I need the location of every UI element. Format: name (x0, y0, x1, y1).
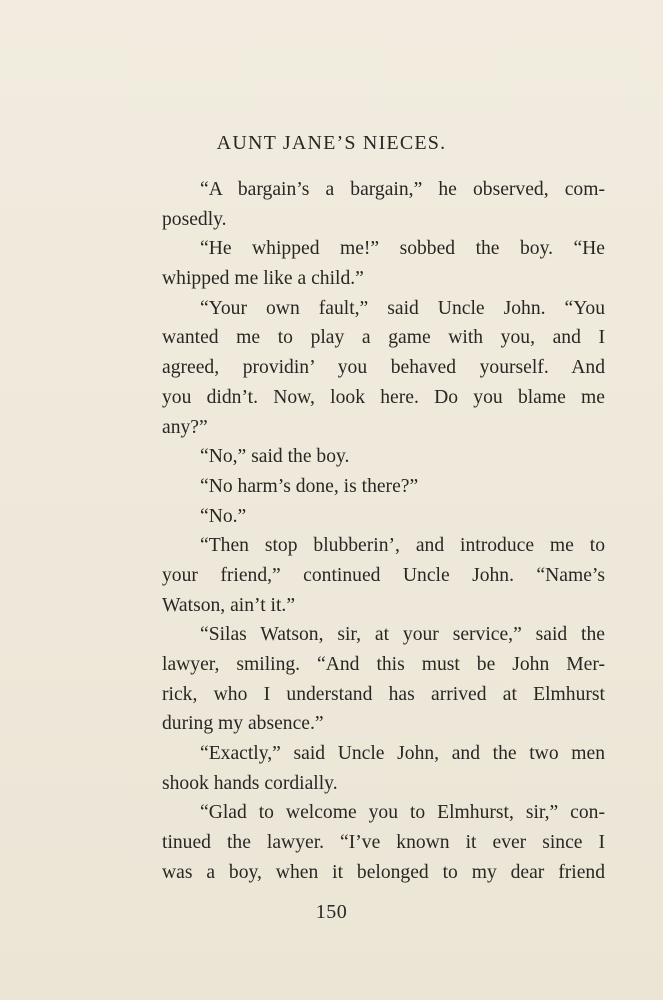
text-line: wanted me to play a game with you, and I (162, 327, 605, 349)
text-line: “No.” (200, 505, 247, 527)
text-line: lawyer, smiling. “And this must be John Mer- (162, 654, 605, 675)
text-line: “No,” said the boy. (200, 446, 350, 468)
text-line: “A bargain’s a bargain,” he observed, com- (200, 179, 605, 200)
page-number: 150 (315, 901, 348, 923)
text-line: “He whipped me!” sobbed the boy. “He (200, 238, 605, 260)
text-line: any?” (162, 416, 208, 438)
text-line: you didn’t. Now, look here. Do you blame me (162, 386, 605, 408)
text-line: tinued the lawyer. “I’ve known it ever since I (162, 832, 605, 854)
running-head: AUNT JANE’S NIECES. (216, 132, 447, 154)
text-line: your friend,” continued Uncle John. “Name’s (162, 564, 605, 586)
text-line: agreed, providin’ you behaved yourself. And (162, 357, 605, 379)
body-text (162, 175, 605, 888)
text-line: was a boy, when it belonged to my dear friend (162, 861, 605, 883)
text-line: shook hands cordially. (162, 772, 338, 794)
text-line: posedly. (162, 208, 227, 230)
text-line: whipped me like a child.” (162, 268, 364, 290)
text-line: rick, who I understand has arrived at Elmhurst (162, 683, 605, 705)
text-line: “Then stop blubberin’, and introduce me to (200, 535, 605, 557)
text-line: during my absence.” (162, 713, 324, 735)
text-line: “No harm’s done, is there?” (200, 475, 419, 497)
text-line: “Your own fault,” said Uncle John. “You (200, 297, 605, 319)
text-line: Watson, ain’t it.” (162, 594, 296, 616)
text-line: “Exactly,” said Uncle John, and the two men (200, 743, 605, 765)
text-line: “Silas Watson, sir, at your service,” said the (200, 624, 605, 646)
text-line: “Glad to welcome you to Elmhurst, sir,” con- (200, 802, 605, 824)
